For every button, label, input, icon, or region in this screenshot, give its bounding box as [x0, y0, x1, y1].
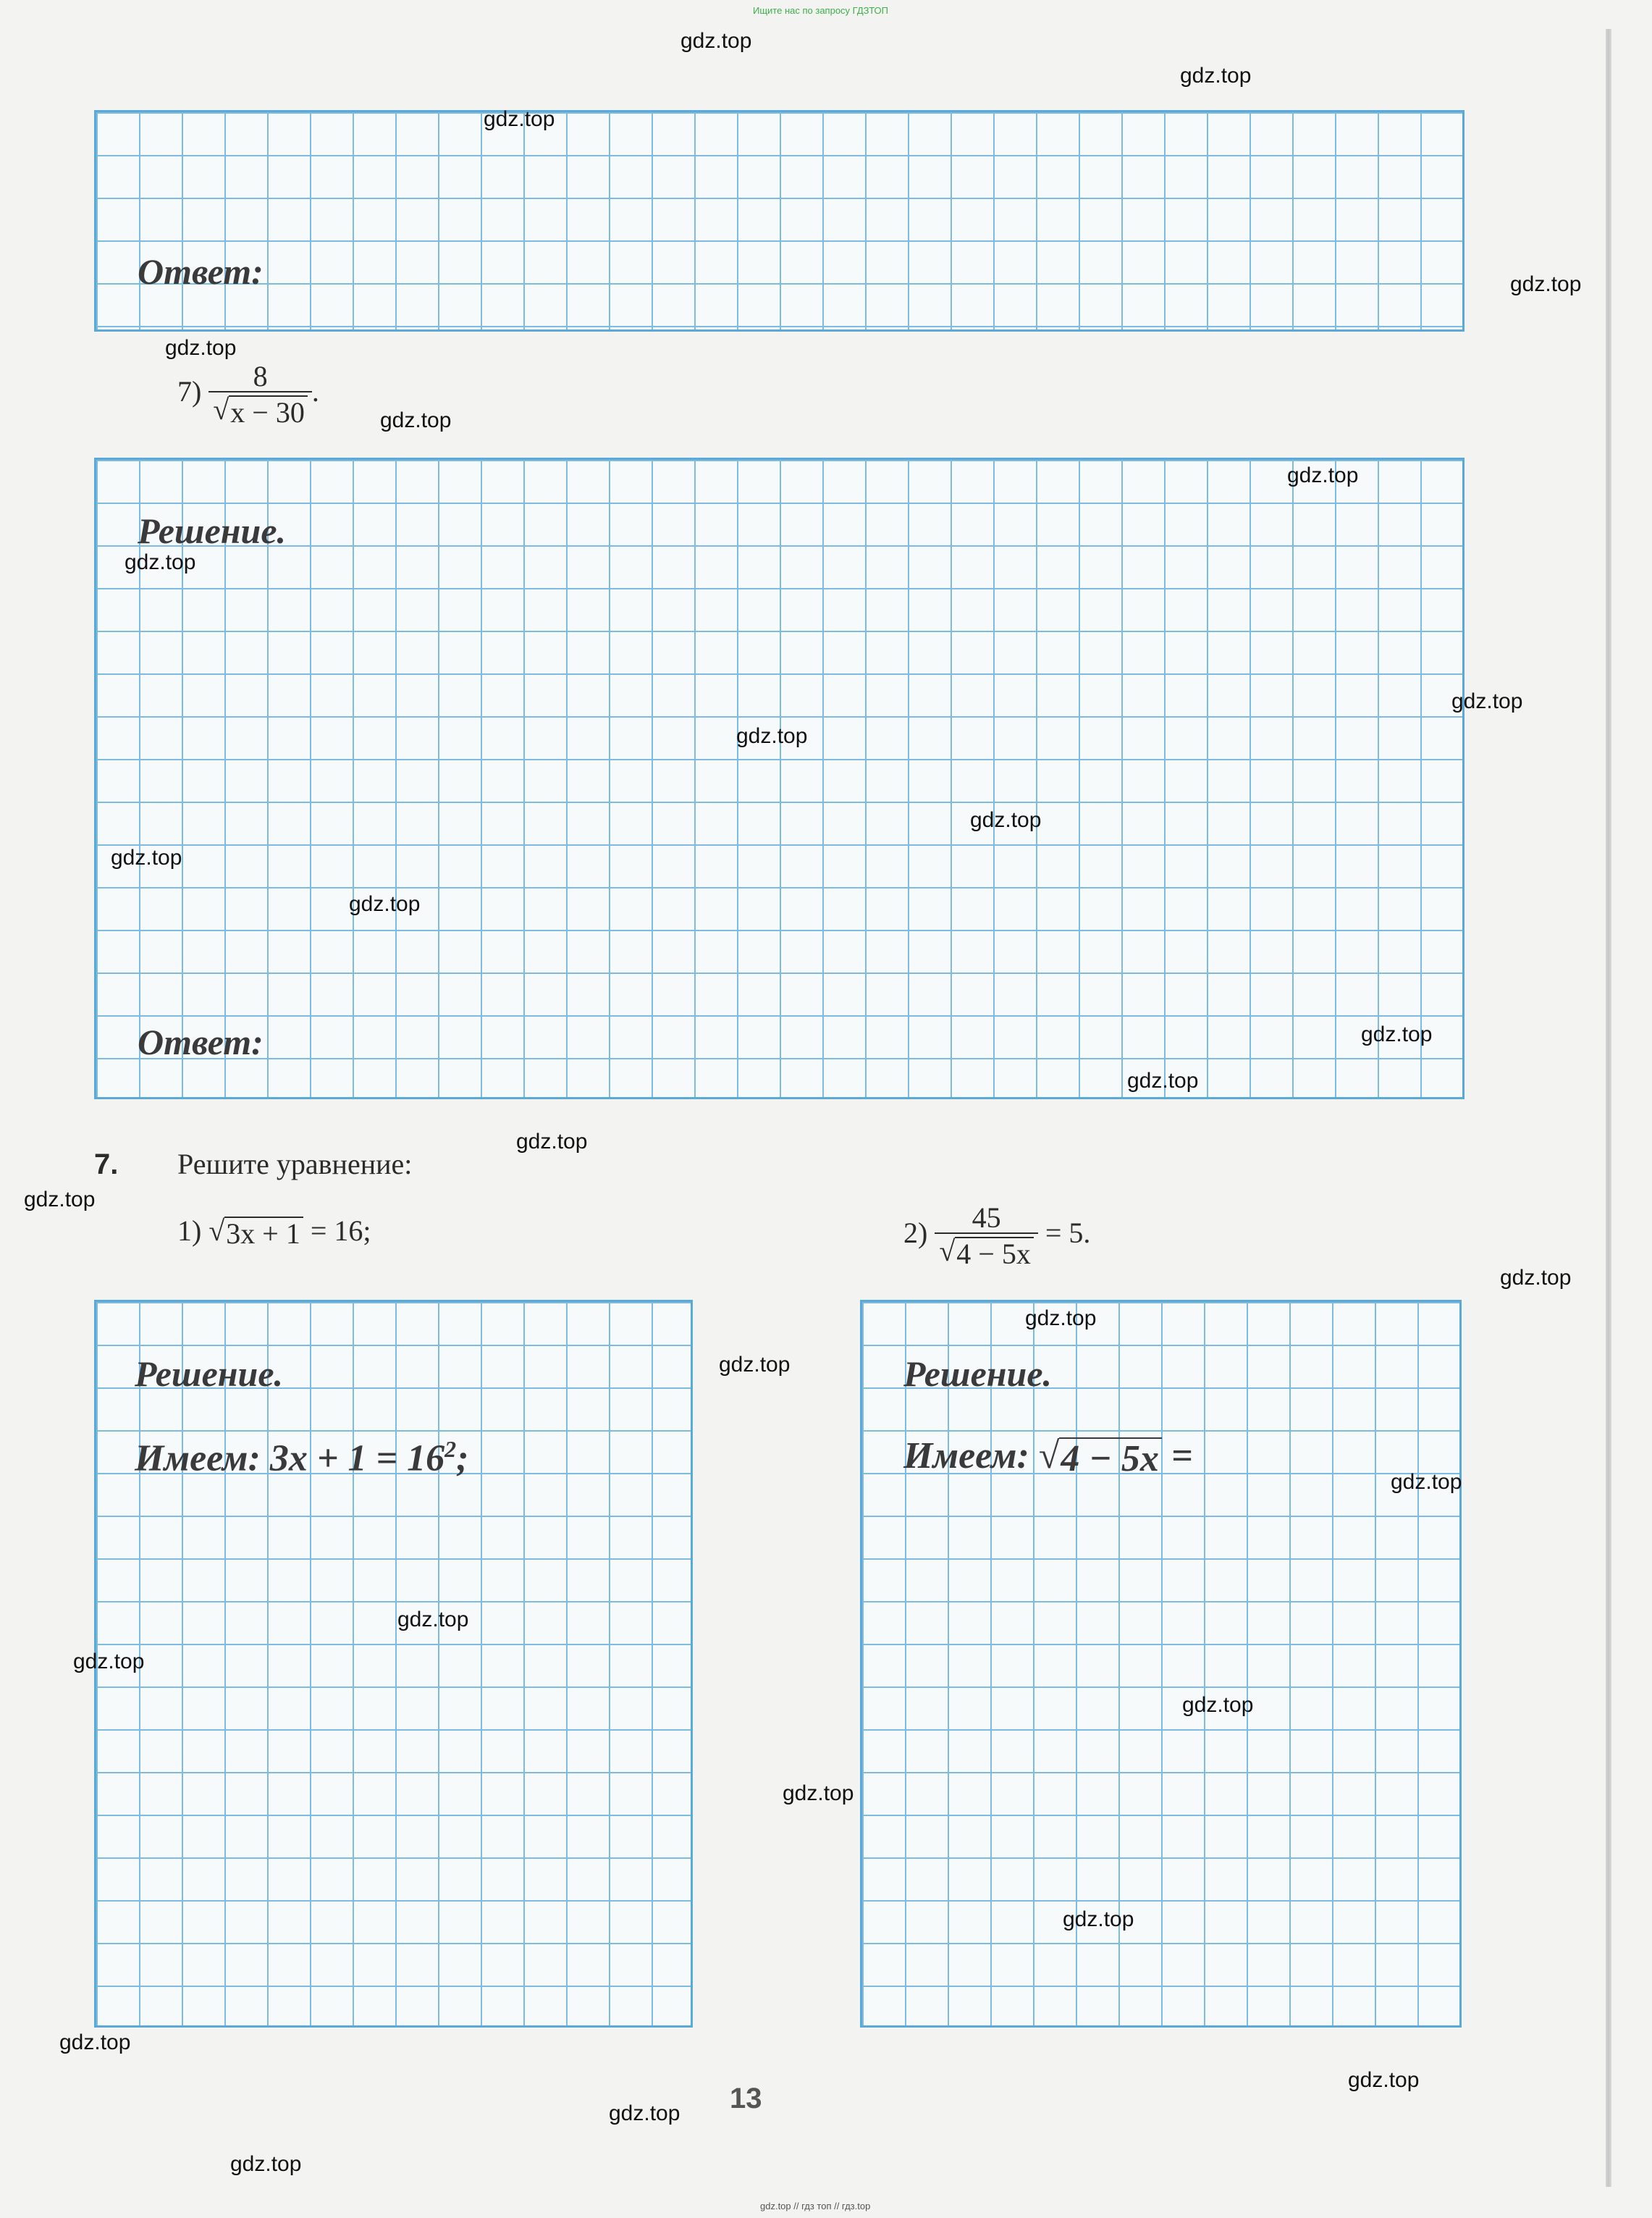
watermark: gdz.top — [1391, 1470, 1462, 1494]
item7-numerator: 8 — [253, 360, 268, 392]
footer-note: gdz.top // гдз топ // гдз.top — [760, 2201, 871, 2211]
answer-label-2: Ответ: — [138, 1022, 264, 1062]
eq2-label: 2) — [903, 1217, 928, 1250]
work-eq2: Имеем: √ 4 − 5x = — [903, 1435, 1193, 1479]
eq2-denominator: √ 4 − 5x — [935, 1232, 1038, 1269]
watermark: gdz.top — [484, 107, 555, 131]
watermark: gdz.top — [1361, 1022, 1433, 1046]
watermark: gdz.top — [719, 1353, 791, 1377]
watermark: gdz.top — [1063, 1907, 1134, 1931]
watermark: gdz.top — [1180, 64, 1252, 88]
solution-label: Решение. — [138, 511, 287, 551]
grid-answer-top — [94, 107, 1465, 332]
watermark: gdz.top — [349, 892, 421, 916]
task7-eq1 — [177, 1214, 371, 1250]
answer-label: Ответ: — [138, 251, 264, 292]
watermark: gdz.top — [609, 2101, 680, 2125]
watermark: gdz.top — [1348, 2068, 1420, 2092]
eq1-sqrt: √ 3x + 1 — [208, 1217, 303, 1248]
item7-fraction — [208, 362, 312, 427]
eq2-rhs: = 5. — [1045, 1217, 1091, 1250]
grid-solution-eq1 — [94, 1300, 693, 2028]
solution-label-eq1: Решение. — [135, 1353, 284, 1394]
work-eq1: Имеем: $3x + 1 = 16^2$; — [135, 1436, 469, 1479]
watermark: gdz.top — [1287, 463, 1359, 487]
header-note: Ищите нас по запросу ГДЗТОП — [753, 5, 889, 16]
watermark: gdz.top — [380, 408, 452, 432]
watermark: gdz.top — [24, 1188, 96, 1211]
watermark: gdz.top — [736, 724, 808, 748]
watermark: gdz.top — [970, 808, 1042, 832]
task7-prompt: Решите уравнение: — [177, 1148, 413, 1180]
watermark: gdz.top — [1127, 1069, 1199, 1093]
watermark: gdz.top — [111, 846, 182, 870]
watermark: gdz.top — [1451, 689, 1523, 713]
watermark: gdz.top — [1500, 1266, 1572, 1290]
watermark: gdz.top — [165, 336, 237, 360]
watermark: gdz.top — [516, 1130, 588, 1154]
item7-denominator: √ x − 30 — [208, 391, 312, 427]
watermark: gdz.top — [1182, 1693, 1254, 1717]
eq1-rhs: = 16; — [310, 1214, 371, 1247]
watermark: gdz.top — [1510, 272, 1582, 296]
solution-label-eq2: Решение. — [903, 1353, 1053, 1394]
page-number: 13 — [730, 2083, 762, 2114]
watermark: gdz.top — [783, 1781, 854, 1805]
item7-expression: 7) 8 √ x − 30 . — [177, 360, 319, 429]
watermark: gdz.top — [680, 29, 752, 53]
grid-solution-item7 — [94, 458, 1465, 1099]
watermark: gdz.top — [59, 2030, 131, 2054]
task7-number: 7. — [94, 1148, 119, 1180]
task7-eq2 — [903, 1203, 1090, 1269]
watermark: gdz.top — [1025, 1306, 1097, 1330]
grid-solution-eq2 — [860, 1300, 1462, 2028]
eq1-label: 1) — [177, 1214, 202, 1247]
eq2-fraction — [935, 1203, 1038, 1269]
watermark: gdz.top — [230, 2152, 302, 2176]
watermark: gdz.top — [125, 550, 196, 574]
watermark: gdz.top — [73, 1650, 145, 1673]
watermark: gdz.top — [397, 1608, 469, 1631]
page-edge — [1606, 29, 1611, 2187]
eq2-numerator: 45 — [972, 1201, 1001, 1234]
item7-label: 7) — [177, 375, 202, 408]
